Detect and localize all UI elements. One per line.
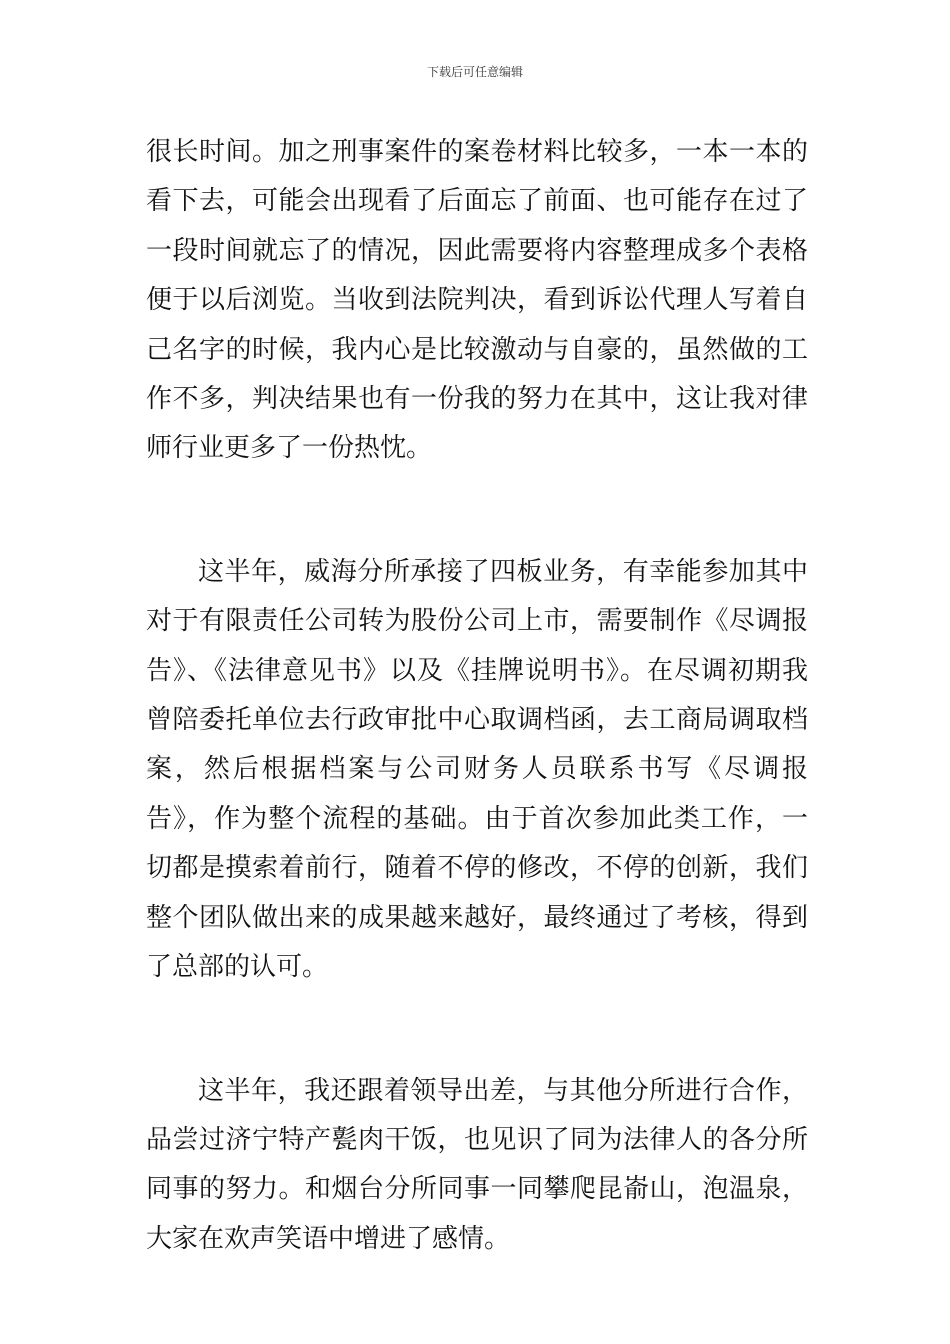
page-header: 下载后可任意编辑 (426, 65, 523, 79)
paragraph: 这半年，威海分所承接了四板业务，有幸能参加其中对于有限责任公司转为股份公司上市，需要制作《尽调报告》、《法律意见书》以及《挂牌说明书》。在尽调初期我曾陪委托单位去行政审批中心取调档函，去工商局调取档案，然后根据档案与公司财务人员联系书写《尽调报告》，作为整个流程的基础。由于首次参加此类工作，一切都是摸索着前行，随着不停的修改，不停的创新，我们整个团队做出来的成果越来越好，最终通过了考核，得到了总部的认可。 (146, 556, 808, 983)
document-body (146, 128, 808, 1264)
paragraph: 这半年，我还跟着领导出差，与其他分所进行合作，品尝过济宁特产甏肉干饭，也见识了同为法律人的各分所同事的努力。和烟台分所同事一同攀爬昆嵛山，泡温泉，大家在欢声笑语中增进了感情。 (146, 1075, 808, 1254)
paragraph: 很长时间。加之刑事案件的案卷材料比较多，一本一本的看下去，可能会出现看了后面忘了前面、也可能存在过了一段时间就忘了的情况，因此需要将内容整理成多个表格便于以后浏览。当收到法院判决，看到诉讼代理人写着自己名字的时候，我内心是比较激动与自豪的，虽然做的工作不多，判决结果也有一份我的努力在其中，这让我对律师行业更多了一份热忱。 (146, 137, 808, 464)
